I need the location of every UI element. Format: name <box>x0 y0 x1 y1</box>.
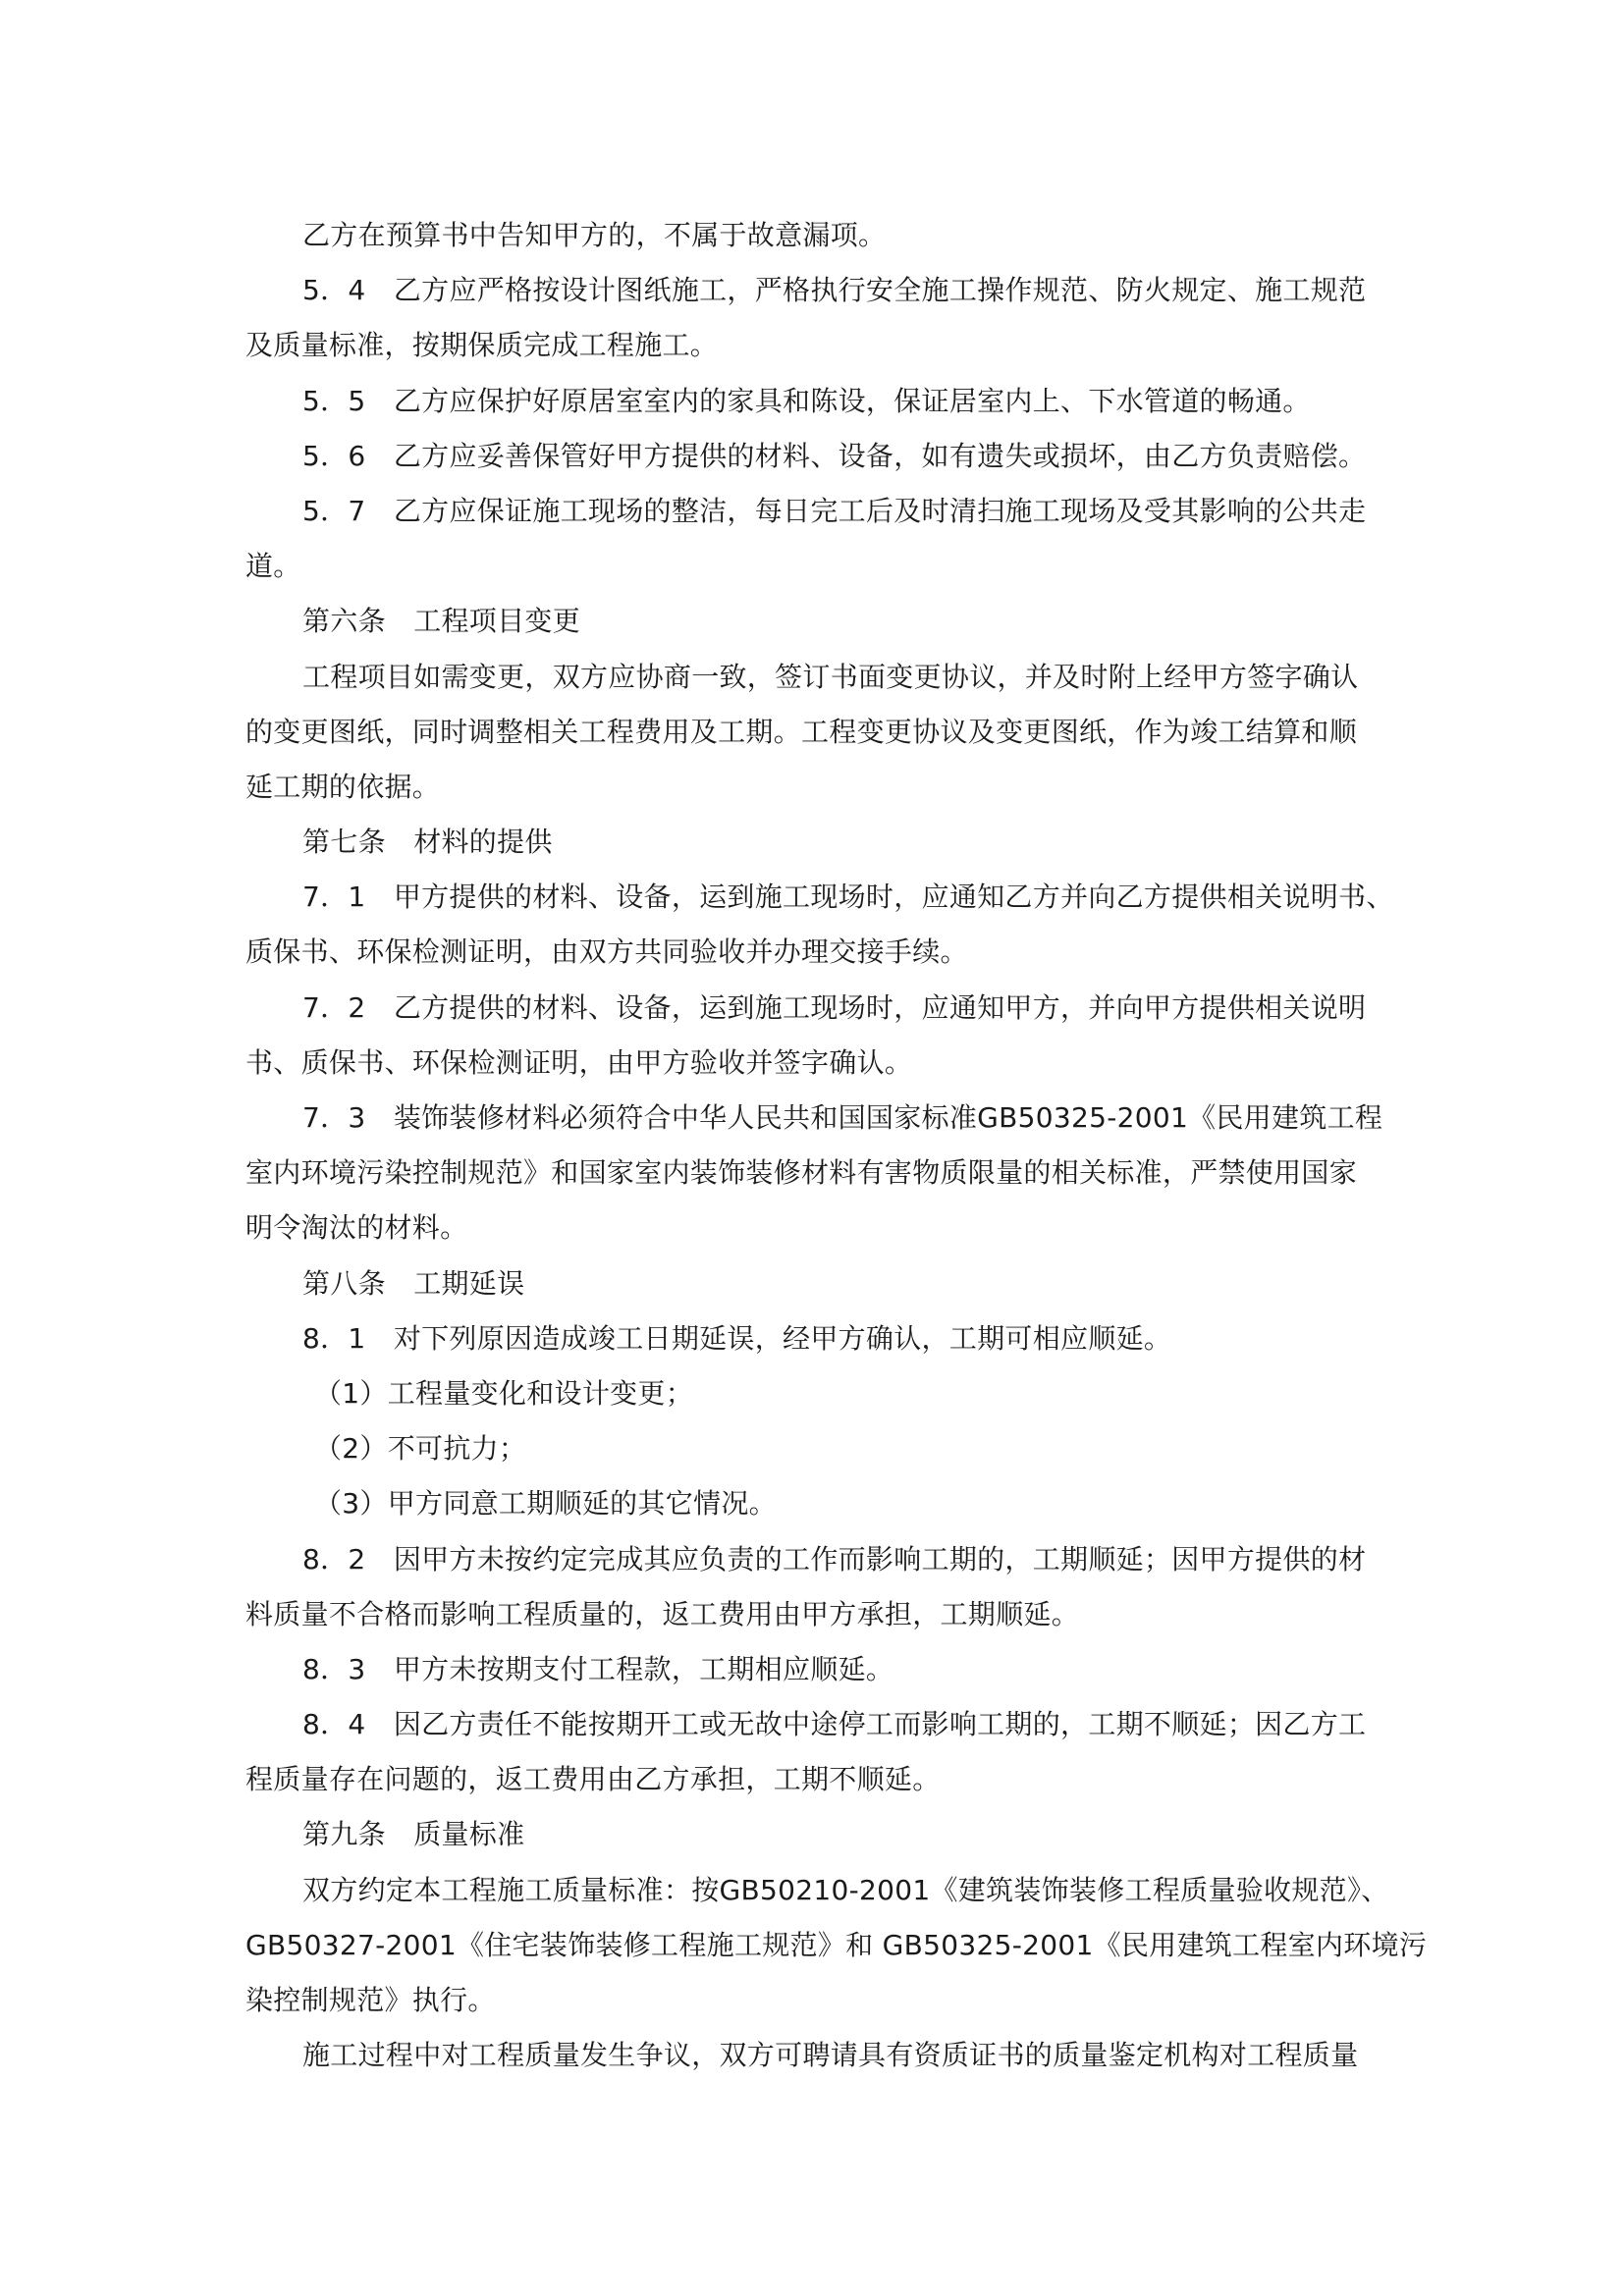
clause-5-4-line: 5．4 乙方应严格按设计图纸施工，严格执行安全施工操作规范、防火规定、施工规范 <box>302 274 1367 307</box>
article-9-heading: 第九条 质量标准 <box>302 1818 525 1851</box>
clause-7-3-line: 7．3 装饰装修材料必须符合中华人民共和国国家标准GB50325-2001《民用建筑工程 <box>302 1101 1383 1134</box>
paragraph-line: 料质量不合格而影响工程质量的，返工费用由甲方承担，工期顺延。 <box>245 1597 1080 1630</box>
paragraph-line: 及质量标准，按期保质完成工程施工。 <box>245 329 719 362</box>
clause-8-3-line: 8．3 甲方未按期支付工程款，工期相应顺延。 <box>302 1652 894 1685</box>
document-page <box>245 208 1428 2083</box>
paragraph-line: 乙方在预算书中告知甲方的，不属于故意漏项。 <box>302 219 887 251</box>
paragraph-line: 延工期的依据。 <box>245 770 441 803</box>
clause-5-6-line: 5．6 乙方应妥善保管好甲方提供的材料、设备，如有遗失或损坏，由乙方负责赔偿。 <box>302 439 1367 472</box>
paragraph-line: 的变更图纸，同时调整相关工程费用及工期。工程变更协议及变更图纸，作为竣工结算和顺 <box>245 715 1358 748</box>
clause-8-2-line: 8．2 因甲方未按约定完成其应负责的工作而影响工期的，工期顺延；因甲方提供的材 <box>302 1542 1367 1575</box>
paragraph-line: 明令淘汰的材料。 <box>245 1211 468 1245</box>
paragraph-line: 双方约定本工程施工质量标准：按GB50210-2001《建筑装饰装修工程质量验收规范》、 <box>302 1873 1389 1906</box>
paragraph-line: 质保书、环保检测证明，由双方共同验收并办理交接手续。 <box>245 935 968 969</box>
paragraph-line: GB50327-2001《住宅装饰装修工程施工规范》和 GB50325-2001《民用建筑工程室内环境污 <box>245 1928 1428 1961</box>
paragraph-line: 道。 <box>245 550 301 583</box>
paragraph-line: 施工过程中对工程质量发生争议，双方可聘请具有资质证书的质量鉴定机构对工程质量 <box>302 2039 1359 2072</box>
article-8-heading: 第八条 工期延误 <box>302 1266 525 1300</box>
clause-7-1-line: 7．1 甲方提供的材料、设备，运到施工现场时，应通知乙方并向乙方提供相关说明书、 <box>302 881 1394 914</box>
article-7-heading: 第七条 材料的提供 <box>302 826 553 859</box>
clause-5-5-line: 5．5 乙方应保护好原居室室内的家具和陈设，保证居室内上、下水管道的畅通。 <box>302 384 1311 417</box>
paragraph-line: 书、质保书、环保检测证明，由甲方验收并签字确认。 <box>245 1045 913 1079</box>
paragraph-line: 染控制规范》执行。 <box>245 1984 496 2016</box>
clause-8-1-line: 8．1 对下列原因造成竣工日期延误，经甲方确认，工期可相应顺延。 <box>302 1321 1172 1355</box>
list-item: （3）甲方同意工期顺延的其它情况。 <box>314 1487 777 1521</box>
clause-7-2-line: 7．2 乙方提供的材料、设备，运到施工现场时，应通知甲方，并向甲方提供相关说明 <box>302 990 1367 1024</box>
list-item: （1）工程量变化和设计变更； <box>314 1376 694 1410</box>
paragraph-line: 工程项目如需变更，双方应协商一致，签订书面变更协议，并及时附上经甲方签字确认 <box>302 660 1359 693</box>
clause-5-7-line: 5．7 乙方应保证施工现场的整洁，每日完工后及时清扫施工现场及受其影响的公共走 <box>302 494 1367 527</box>
list-item: （2）不可抗力； <box>314 1432 527 1466</box>
paragraph-line: 程质量存在问题的，返工费用由乙方承担，工期不顺延。 <box>245 1763 941 1796</box>
clause-8-4-line: 8．4 因乙方责任不能按期开工或无故中途停工而影响工期的，工期不顺延；因乙方工 <box>302 1708 1367 1741</box>
paragraph-line: 室内环境污染控制规范》和国家室内装饰装修材料有害物质限量的相关标准，严禁使用国家 <box>245 1156 1358 1190</box>
article-6-heading: 第六条 工程项目变更 <box>302 605 581 638</box>
